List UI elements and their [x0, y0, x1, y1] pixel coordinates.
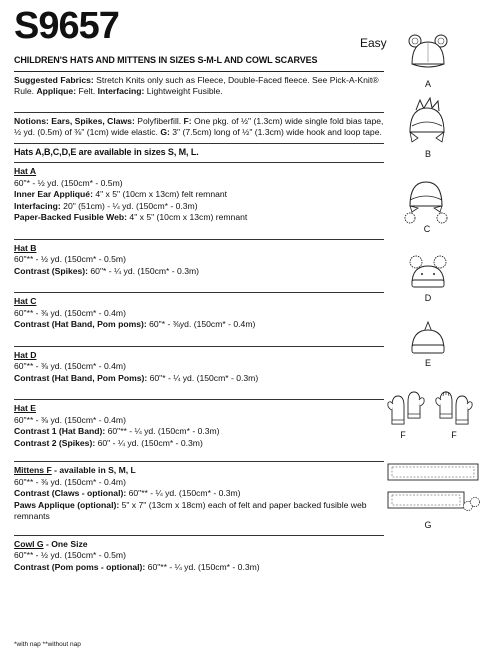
mittens-f-illustration-2: [434, 388, 478, 428]
yardage-column: [14, 55, 384, 573]
hat-d-illustration: [406, 254, 450, 292]
hat-a-icon: [406, 32, 450, 76]
figure-label-e: E: [424, 358, 431, 368]
hat-c-icon: [402, 176, 450, 224]
divider: [14, 535, 384, 536]
pattern-subtitle: CHILDREN'S HATS AND MITTENS IN SIZES S-M-L AND COWL SCARVES: [14, 55, 318, 65]
suggested-fabrics: Suggested Fabrics: Stretch Knits only such as Fleece, Double-Faced fleece. See Pick-A-Knit® Rule. Applique: Felt. Interfacing: Lightweight Fusible.: [14, 74, 379, 96]
hat-e-icon: [406, 320, 450, 358]
pattern-number: S9657: [14, 5, 119, 47]
figure-label-f-1: F: [400, 430, 406, 440]
difficulty-level: Easy: [360, 36, 387, 50]
mittens-icon: [434, 388, 478, 428]
cowl-g-illustration: [386, 462, 482, 522]
mittens-icon: [384, 388, 428, 428]
divider: [14, 346, 384, 347]
cowl-icon: [386, 462, 482, 522]
divider: [14, 143, 384, 144]
sizes-heading: Hats A,B,C,D,E are available in sizes S, M, L.: [14, 146, 199, 157]
cowl-g-yardage: Cowl G - One Size 60"** - ½ yd. (150cm* - 0.5m) Contrast (Pom poms - optional): 60"** - ¼ yd. (150cm* - 0.3m): [14, 538, 260, 572]
figure-label-g: G: [424, 520, 432, 530]
hat-d-yardage: Hat D 60"** - ⅜ yd. (150cm* - 0.4m) Contrast (Hat Band, Pom Poms): 60"* - ¼ yd. (150cm* - 0.3m): [14, 349, 259, 383]
divider: [14, 292, 384, 293]
hat-a-yardage: Hat A 60"* - ½ yd. (150cm* - 0.5m) Inner Ear Appliqué: 4" x 5" (10cm x 13cm) felt remnant Interfacing: 20" (51cm) - ¼ yd. (150cm* - 0.3m) Paper-Backed Fusible Web: 4" x 5" (10cm x 13cm) remnant: [14, 166, 248, 222]
mittens-f-yardage: Mittens F - available in S, M, L 60"** - ⅜ yd. (150cm* - 0.4m) Contrast (Claws - optional): 60"** - ¼ yd. (150cm* - 0.3m) Paws Applique (optional): 5" x 7" (13cm x 18cm) each of felt and paper backed fusible web remnants: [14, 465, 367, 521]
hat-a-illustration: [406, 32, 450, 76]
hat-c-yardage: Hat C 60"** - ⅜ yd. (150cm* - 0.4m) Contrast (Hat Band, Pom poms): 60"* - ⅜yd. (150cm* - 0.4m): [14, 296, 256, 329]
figure-label-b: B: [424, 149, 431, 159]
notions: Notions: Ears, Spikes, Claws: Polyfiberfill. F: One pkg. of ½" (1.3cm) wide single fold bias tape, ½ yd. (0.5m) of ⅜" (1cm) wide elastic. G: 3" (7.5cm) long of ½" (1.3cm) wide hook and loop tape.: [14, 115, 384, 137]
figure-label-c: C: [423, 224, 431, 234]
footnote: *with nap **without nap: [14, 641, 81, 648]
divider: [14, 162, 384, 163]
figure-label-d: D: [424, 293, 432, 303]
hat-b-illustration: [404, 96, 450, 148]
figure-label-a: A: [424, 79, 431, 89]
figure-label-f-2: F: [451, 430, 457, 440]
divider: [14, 239, 384, 240]
hat-e-illustration: [406, 320, 450, 358]
hat-e-yardage: Hat E 60"** - ⅜ yd. (150cm* - 0.4m) Contrast 1 (Hat Band): 60"** - ¼ yd. (150cm* - 0.3m) Contrast 2 (Spikes): 60" - ¼ yd. (150cm* - 0.3m): [14, 403, 220, 448]
hat-d-icon: [406, 254, 450, 292]
mittens-f-illustration-1: [384, 388, 428, 428]
hat-b-yardage: Hat B 60"** - ½ yd. (150cm* - 0.5m) Contrast (Spikes): 60"* - ¼ yd. (150cm* - 0.3m): [14, 242, 200, 276]
divider: [14, 461, 384, 462]
hat-c-illustration: [402, 176, 450, 224]
hat-b-icon: [404, 96, 450, 148]
divider: [14, 71, 384, 72]
divider: [14, 112, 384, 113]
divider: [14, 399, 384, 400]
